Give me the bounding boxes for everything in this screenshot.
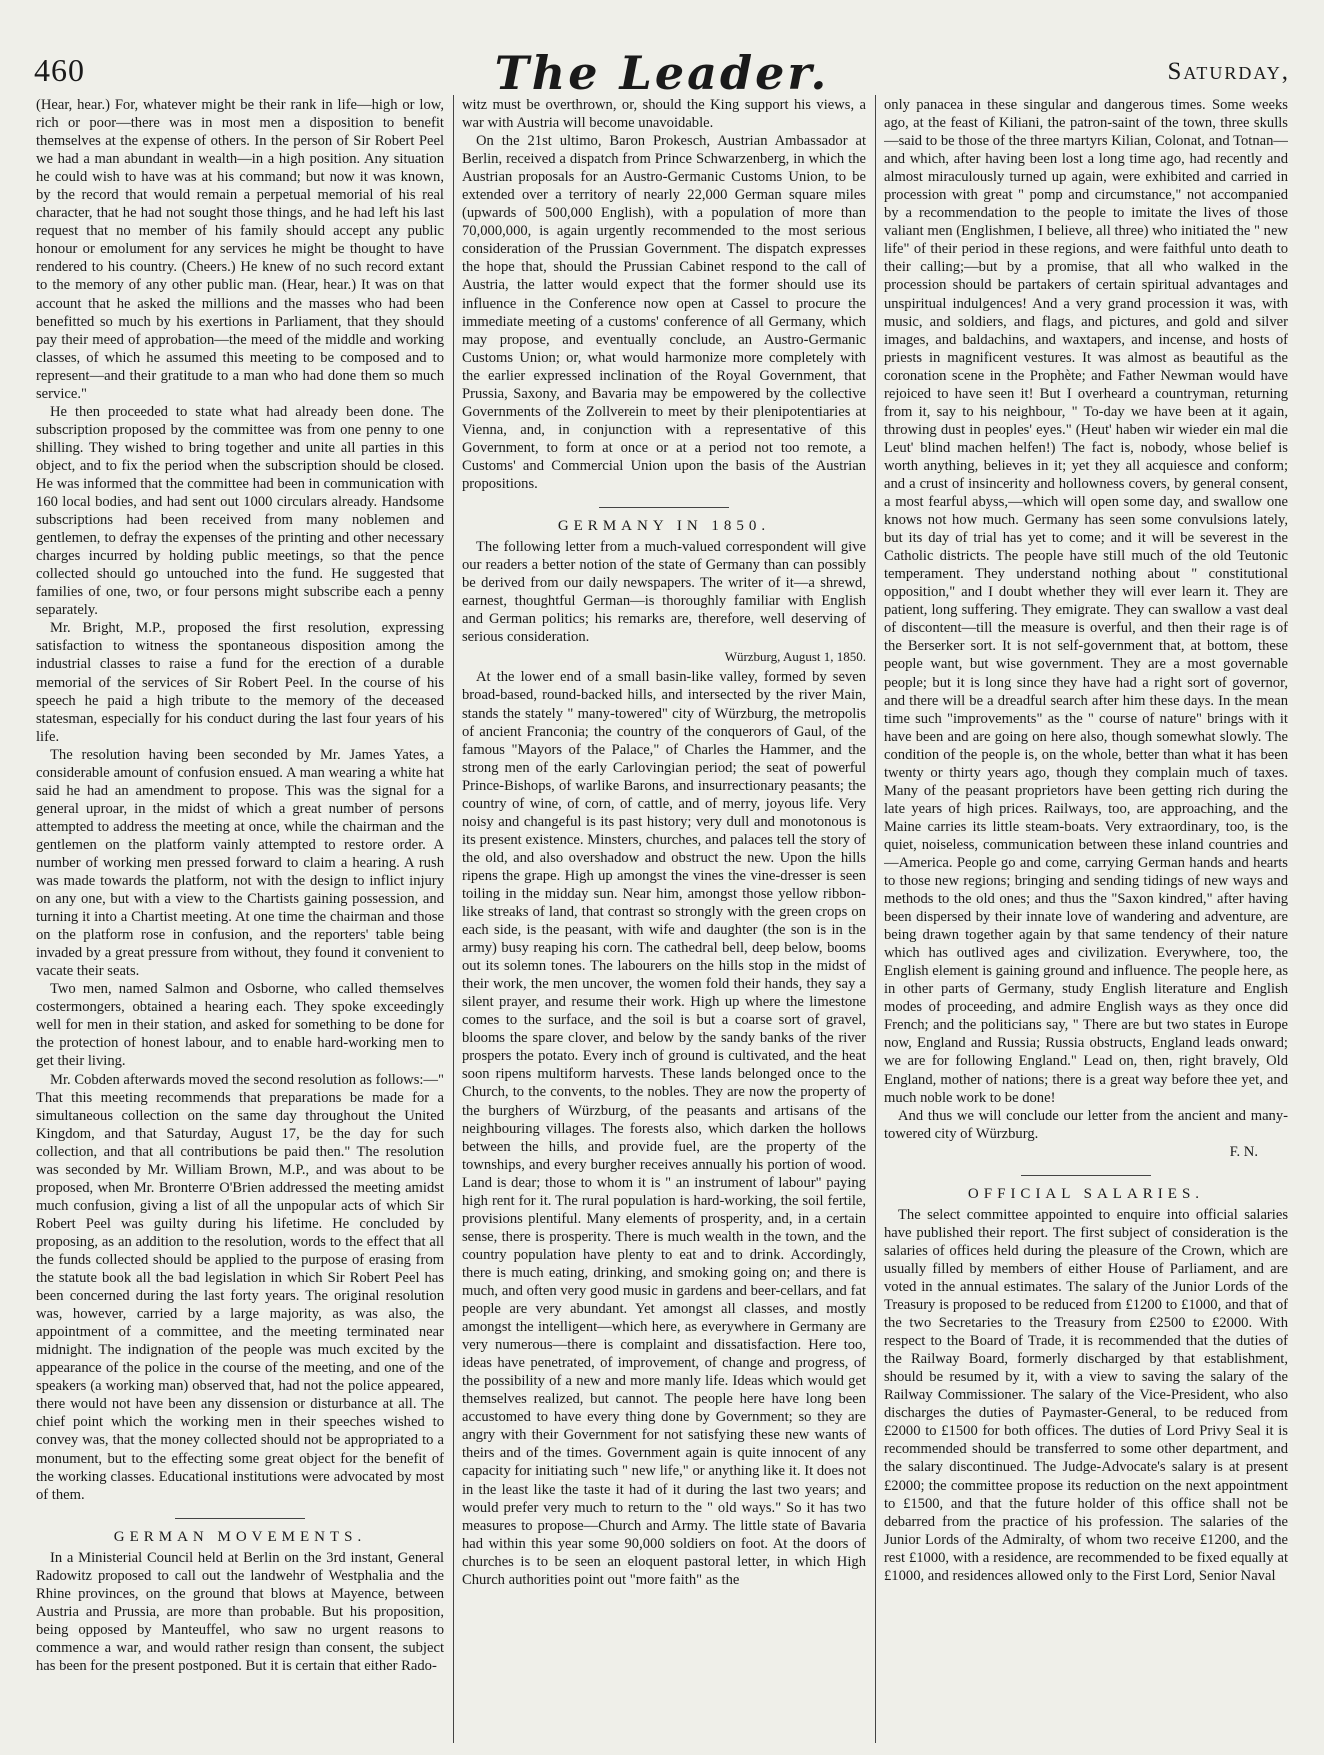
masthead: The Leader.: [494, 46, 830, 100]
paragraph: (Hear, hear.) For, whatever might be their rank in life—high or low, rich or poor—there was in most men a disposition to benefit themselves at the expense of others. In the person of Sir Robert Peel we had a man abundant in wealth—in a high position. Any situation he could wish to have was at his command; but now it was known, by the record that would remain a perpetual memorial of his real character, that he had not sought those things, and he had left his last request that no member of his family should accept any public honour or emolument for any services he might be thought to have rendered to his country. (Cheers.) He knew of no such record extant to the memory of any other public man. (Hear, hear.) It was on that account that he asked the millions and the masses who had been benefitted so much by his exertions in Parliament, that they should pay their meed of approbation—the meed of the middle and working classes, of which he assumed this meeting to be composed and to represent—and their gratitude to a man who had done them so much service.": [36, 97, 444, 402]
column-3: [884, 96, 1288, 1741]
dateline: Würzburg, August 1, 1850.: [724, 649, 866, 665]
paragraph: In a Ministerial Council held at Berlin on the 3rd instant, General Radowitz proposed to call out the landwehr of Westphalia and the Rhine provinces, on the ground that blows at Mayence, between Austria and Prussia, are more than probable. But his proposition, being opposed by Manteuffel, who saw no urgent reasons to commence a war, and would rather resign than consent, the subject has been for the present postponed. But it is certain that either Rado-: [36, 1549, 444, 1674]
paragraph: witz must be overthrown, or, should the King support his views, a war with Austria will become unavoidable.: [462, 97, 866, 132]
page-header: [34, 46, 1290, 98]
section-heading: GERMANY IN 1850.: [462, 507, 866, 535]
paragraph: The following letter from a much-valued correspondent will give our readers a better notion of the state of Germany than can possibly be derived from our daily newspapers. The writer of it—a shrewd, earnest, thoughtful German—is thoroughly familiar with English and German politics; his remarks are, therefore, well deserving of serious consideration.: [462, 539, 866, 646]
issue-day: Saturday,: [1167, 58, 1290, 85]
paragraph: The select committee appointed to enquire into official salaries have published their report. The first subject of consideration is the salaries of offices held during the pleasure of the Crown, which are usually filled by members of either House of Parliament, and are voted in the annual estimates. The salary of the Junior Lords of the Treasury is proposed to be reduced from £1200 to £1000, and that of the two Secretaries to the Treasury from £2500 to £2000. With respect to the Board of Trade, it is recommended that the duties of the Railway Board, formerly discharged by that establishment, should be resumed by it, with a view to saving the salary of the Railway Commissioner. The salary of the Vice-President, who also discharges the duties of Paymaster-General, to be reduced from £2000 to £1500 for both offices. The duties of Lord Privy Seal it is recommended should be transferred to some other department, and the salary discontinued. The Judge-Advocate's salary is at present £2000; the committee propose its reduction on the next appointment to £1500, and that the future holder of this office shall not be debarred from the practice of his profession. The salaries of the Junior Lords of the Admiralty, of whom two receive £1200, and the rest £1000, with a residence, are recommended to be fixed equally at £1000, and residences allowed only to the First Lord, Senior Naval: [884, 1206, 1288, 1584]
paragraph: At the lower end of a small basin-like valley, formed by seven broad-based, round-backed hills, and intersected by the river Main, stands the stately " many-towered" city of Würzburg, the metropolis of ancient Franconia; the country of the conquerors of Gaul, of the famous "Mayors of the Palace," of Charles the Hammer, and the strong men of the early Carlovingian period; the seat of powerful Prince-Bishops, of warlike Barons, and insurrectionary peasants; the country of wine, of corn, of cattle, and of merry, joyous life. Very noisy and changeful is its past history; very dull and monotonous is its present existence. Minsters, churches, and palaces tell the story of the old, and also overshadow and obstruct the new. Upon the hills ripens the grape. High up amongst the vines the vine-dresser is seen toiling in the midday sun. Near him, amongst those yellow ribbon-like streaks of land, that contrast so strongly with the green crops on each side, is the peasant, with wife and daughter (the son is in the army) busy reaping his corn. The cathedral bell, deep below, booms out its solemn tones. The labourers on the hills stop in the midst of their work, the men uncover, the women fold their hands, they say a silent prayer, and resume their work. High up where the limestone comes to the surface, and the soil is but a coarse sort of gravel, blooms the spare clover, and below by the sandy banks of the river prospers the potato. Every inch of ground is cultivated, and the heat soon ripens multiform harvests. These lands belonged once to the Church, to the convents, to the nobles. They are now the property of the burghers of Würzburg, of the peasants and artisans of the neighbouring villages. The forests also, which darken the hollows between the hills, and provide fuel, are the property of the townships, and every burgher receives annually his portion of wood. Land is dear; those to whom it is " an instrument of labour" paying high rent for it. The rural population is hard-working, the soil fertile, provisions plentiful. Many elements of prosperity, and, in a certain sense, there is prosperity. There is much wealth in the town, and the country population have plenty to eat and to drink. Accordingly, there is much eating, drinking, and smoking going on; and there is much, and often very good music in gardens and beer-cellars, and fat people are very abundant. Yet amongst all classes, and mostly amongst the intelligent—which here, as everywhere in Germany are very numerous—there is complaint and dissatisfaction. Here too, ideas have penetrated, of improvement, of change and progress, of the possibility of a new and more manly life. Ideas which would get themselves realized, but cannot. The people here have long been accustomed to have every thing done by Government; so they are angry with their Government for not satisfying these new wants of theirs and of the times. Government again is quite innocent of any capacity for initiating such " new life," or anything like it. It does not in the least like the taste it had of it during the last two years; and would prefer very much to return to the " old ways." So it has two measures to propose—Church and Army. The little state of Bavaria had within this year some 90,000 soldiers on foot. At the doors of churches is to be seen an eloquent pastoral letter, in which High Church authorities point out "more faith" as the: [462, 669, 866, 1588]
paragraph: On the 21st ultimo, Baron Prokesch, Austrian Ambassador at Berlin, received a dispatch from Prince Schwarzenberg, in which the Austrian proposals for an Austro-Germanic Customs Union, to be extended over a territory of nearly 22,000 German square miles (upwards of 500,000 English), with a population of more than 70,000,000, is again urgently recommended to the most serious consideration of the Prussian Government. The dispatch expresses the hope that, should the Prussian Cabinet respond to the call of Austria, the latter would expect that the former should use its influence in the Conference now open at Cassel to procure the immediate meeting of a customs' conference of all Germany, which may propose, and eventually conclude, an Austro-Germanic Customs Union; or, what would harmonize more completely with the earlier expressed inclination of the Royal Government, that Prussia, Saxony, and Bavaria may be empowered by the collective Governments of the Zollverein to meet by their plenipotentiaries at Vienna, and, in conjunction with a representative of this Government, to form at once or at a period not too remote, a Customs' and Commercial Union upon the basis of the Austrian propositions.: [462, 133, 866, 492]
section-heading: OFFICIAL SALARIES.: [884, 1175, 1288, 1203]
paragraph: Mr. Bright, M.P., proposed the first resolution, expressing satisfaction to witness the spontaneous disposition among the industrial classes to raise a fund for the erection of a durable memorial of the services of Sir Robert Peel. In the course of his speech he paid a high tribute to the memory of the deceased statesman, especially for his conduct during the last four years of his life.: [36, 620, 444, 745]
paragraph: He then proceeded to state what had already been done. The subscription proposed by the committee was from one penny to one shilling. They wished to bring together and unite all parties in this object, and to fix the period when the subscription should be closed. He was informed that the committee had been in communication with 160 local bodies, and had sent out 1000 circulars already. Handsome subscriptions had been received from many noblemen and gentlemen, to defray the expenses of the printing and other necessary charges incurred by holding public meetings, so that the pence collected should go untouched into the fund. He suggested that families of one, two, or four persons might subscribe each a penny separately.: [36, 403, 444, 619]
column-divider: [453, 95, 454, 1743]
paragraph: And thus we will conclude our letter from the ancient and many-towered city of Würzburg.: [884, 1107, 1288, 1142]
paragraph: Two men, named Salmon and Osborne, who called themselves costermongers, obtained a hearing each. They spoke exceedingly well for men in their station, and asked for something to be done for the protection of honest labour, and to enable hard-working men to get their living.: [36, 981, 444, 1070]
paragraph: The resolution having been seconded by Mr. James Yates, a considerable amount of confusion ensued. A man wearing a white hat said he had an amendment to propose. This was the signal for a general uproar, in the midst of which a great number of persons attempted to address the meeting at once, while the chairman and the gentlemen on the platform vainly attempted to restore order. A number of working men pressed forward to claim a hearing. A rush was made towards the platform, not with the design to inflict injury on any one, but with a view to the Chartists gaining possession, and turning it into a Chartist meeting. At one time the chairman and those on the platform rose in confusion, and the reporters' table being invaded by a great pressure from without, they found it convenient to vacate their seats.: [36, 746, 444, 980]
section-heading: GERMAN MOVEMENTS.: [36, 1518, 444, 1546]
paragraph: Mr. Cobden afterwards moved the second resolution as follows:—" That this meeting recommends that preparations be made for a simultaneous collection on the same day throughout the United Kingdom, and that Saturday, August 17, be the day for such collection, and that all contributions be paid then." The resolution was seconded by Mr. William Brown, M.P., and was about to be proposed, when Mr. Bronterre O'Brien addressed the meeting amidst much confusion, giving a list of all the unpopular acts of which Sir Robert Peel was guilty during his lifetime. He concluded by proposing, as an addition to the resolution, words to the effect that all the funds collected should be applied to the purpose of erasing from the statute book all the bad legislation in which Sir Robert Peel has been concerned during the last forty years. The original resolution was, however, carried by a large majority, as was also, the appointment of a committee, and the meeting terminated near midnight. The indignation of the people was much excited by the appearance of the police in the course of the meeting, and one of the speakers (a working man) observed that, had not the police appeared, there would not have been any dissension or disturbance at all. The chief point which the working men in their speeches wished to convey was, that the money collected should not be appropriated to a monument, but to the effecting some great object for the benefit of the working classes. Educational institutions were advocated by most of them.: [36, 1071, 444, 1503]
column-divider: [875, 95, 876, 1743]
column-2: [462, 96, 866, 1741]
signature-initials: F. N.: [1229, 1143, 1258, 1160]
page-number: 460: [34, 52, 85, 88]
paragraph: only panacea in these singular and dangerous times. Some weeks ago, at the feast of Kiliani, the patron-saint of the town, three skulls—said to be those of the three martyrs Kilian, Colonat, and Totnan—and which, after having been lost a long time ago, had recently and almost miraculously turned up again, were exhibited and carried in procession with great " pomp and circumstance," not accompanied by a recommendation to the people to imitate the lives of those valiant men (Englishmen, I believe, all three) who initiated the " new life" of their period in these regions, and were faithful unto death to their calling;—but by a promise, that all who walked in the procession should be partakers of certain spiritual advantages and unspiritual indulgences! And a very grand procession it was, with music, and soldiers, and flags, and pictures, and gold and silver images, and baldachins, and waxtapers, and incense, and hosts of priests in magnificent vestures. It was almost as beautiful as the coronation scene in the Prophète; and Father Newman would have rejoiced to have seen it! But I overheard a countryman, returning from it, say to his neighbour, " To-day we have been at it again, throwing dust in peoples' eyes." (Heut' haben wir wieder ein mal die Leut' blind machen helfen!) The fact is, nobody, whose belief is worth anything, believes in it; yet they all acquiesce and conform; and a crust of insincerity and hollowness covers, by general consent, a most fearful abyss,—which will open some day, and swallow one knows not how much. Germany has seen some convulsions lately, but its day of trial has yet to come; and it will be severest in the Catholic districts. The people have still much of the old Teutonic temperament. They understand nothing about " constitutional opposition," and I doubt whether they will ever learn it. They are patient, long suffering. They emigrate. They can swallow a vast deal of discontent—till the measure is overful, and then their rage is of the Berserker sort. It is not self-government that, at bottom, these people want, but wise government. They are a most governable people; but it is long since they have had a right sort of governor, and there will be a dreadful search after him these days. In the mean time such "improvements" as the " course of nature" brings with it have been and are going on here also, though somewhat slowly. The condition of the people is, on the whole, better than what it has been twenty or thirty years ago, though they complain much of taxes. Many of the peasant proprietors have been getting rich during the late years of high prices. Railways, too, are approaching, and the Maine carries its little steam-boats. Very extraordinary, too, is the quiet, noiseless, communication between these inland countries and—America. People go and come, carrying German hands and hearts to those new regions; bringing and sending tidings of new ways and methods to the old ones; and thus the "Saxon kindred," after having been dispersed by their innate love of wandering and adventure, are being drawn together again by that same tendency of their nature which has outlived ages and civilization. Everywhere, too, the English element is gaining ground and influence. The people here, as in other parts of Germany, study English literature and English modes of proceeding, and admire English ways as they once did French; and the politicians say, " There are but two states in Europe now, England and Russia; Russia obstructs, England leads onward; we are for following England." Lead on, then, right bravely, Old England, mother of nations; there is a great way before thee yet, and much noble work to be done!: [884, 97, 1288, 1106]
column-1: [36, 96, 444, 1741]
